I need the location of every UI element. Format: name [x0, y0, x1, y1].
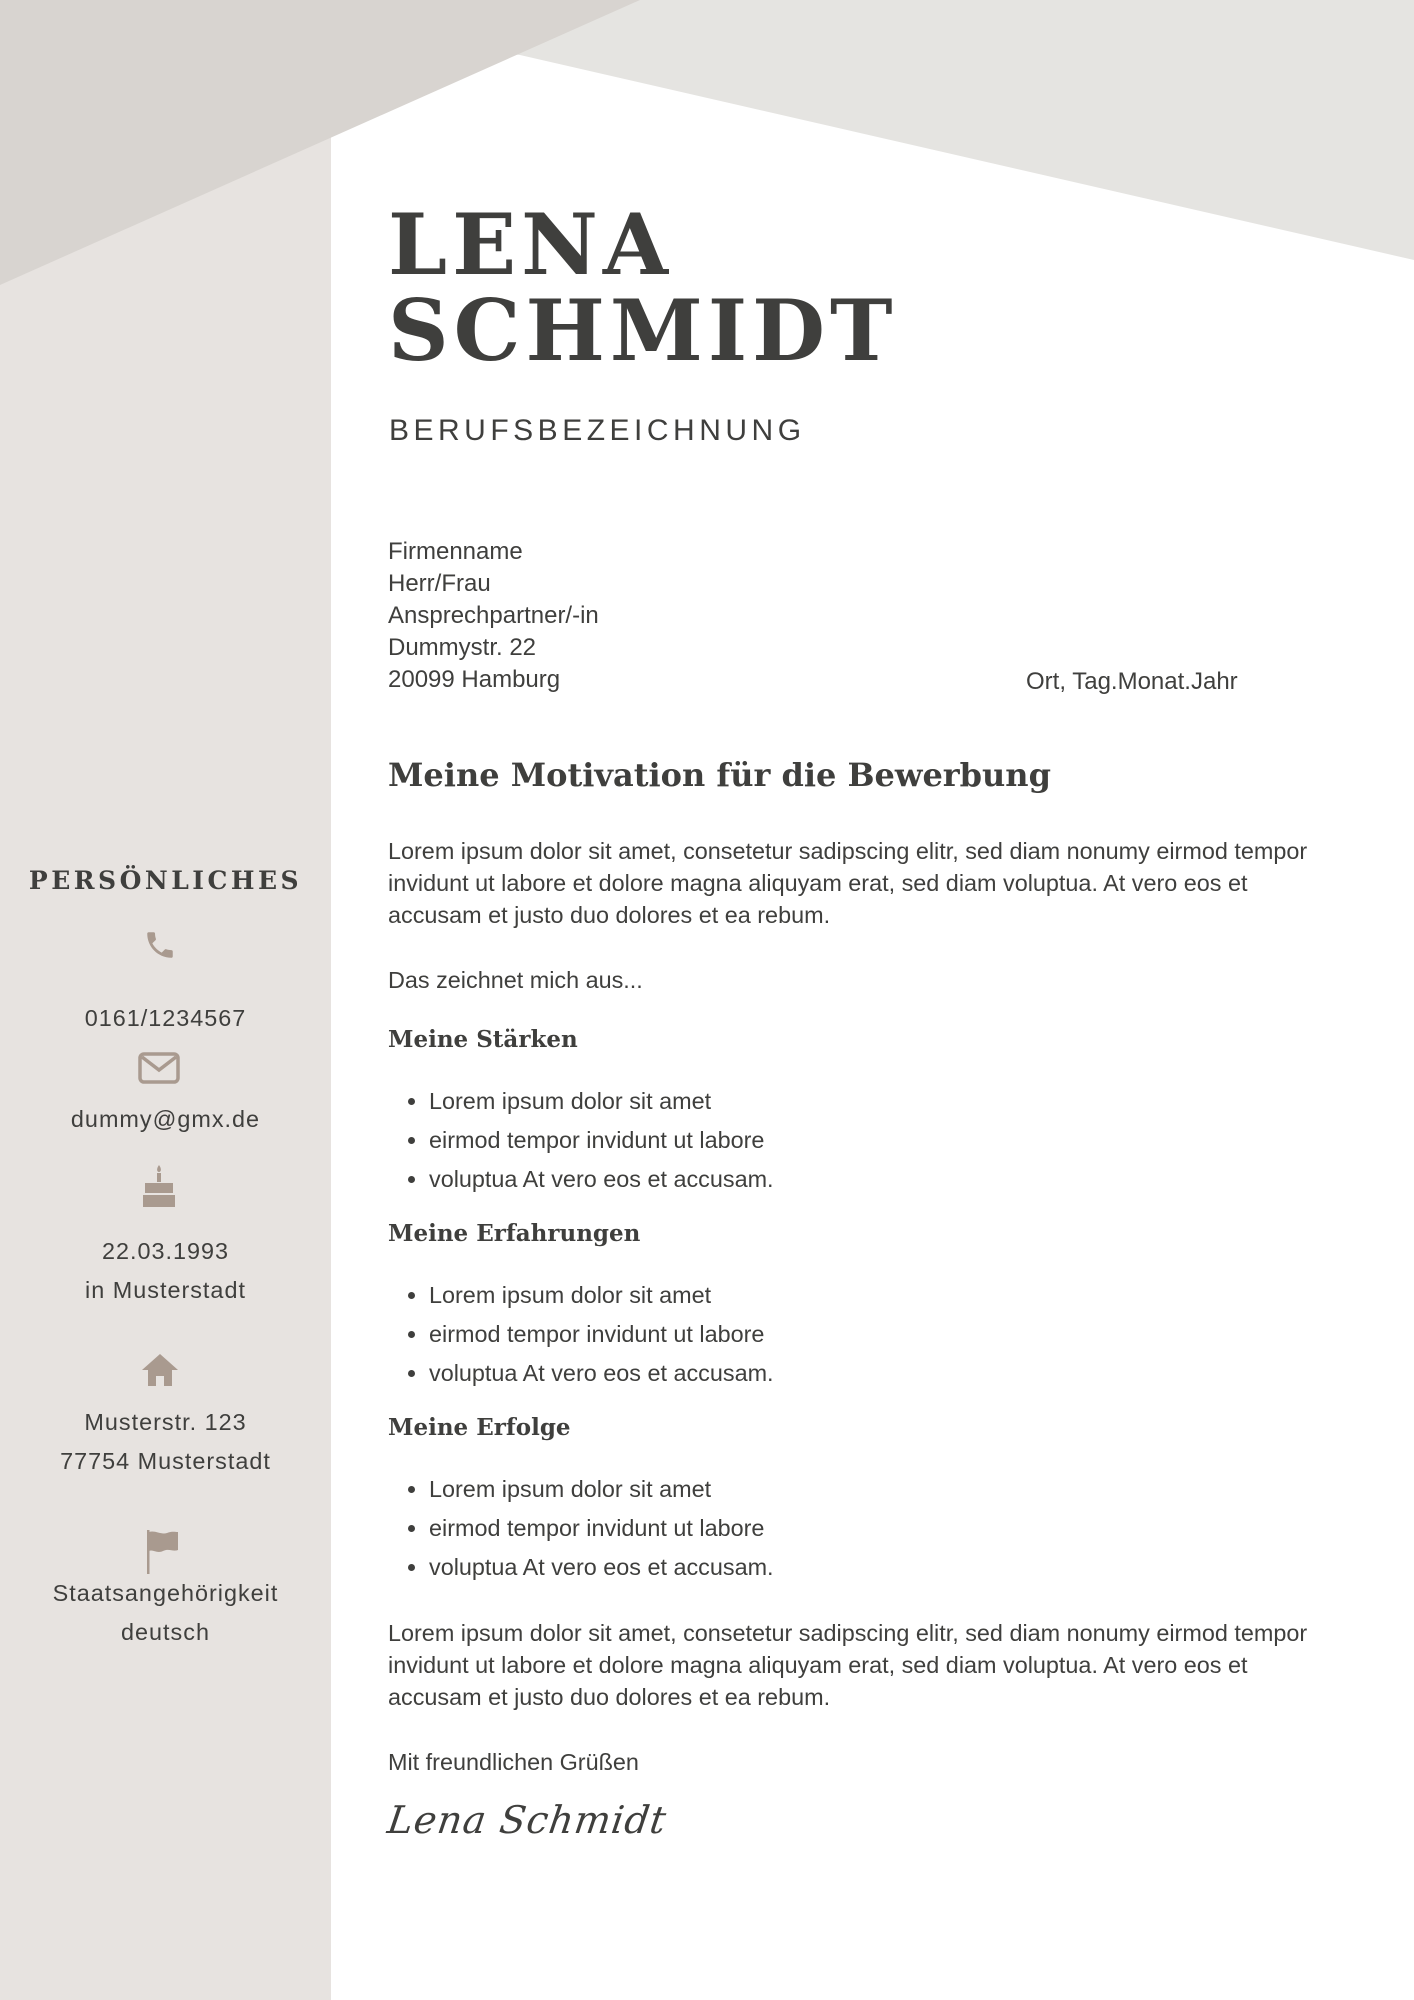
- letter-heading: Meine Motivation für die Bewerbung: [388, 756, 1051, 794]
- list-item: • Lorem ipsum dolor sit amet: [429, 1470, 774, 1509]
- phone-number: 0161/1234567: [84, 1005, 247, 1031]
- address-street: Musterstr. 123: [84, 1409, 247, 1435]
- list-item: • eirmod tempor invidunt ut labore: [429, 1121, 774, 1160]
- section-title-successes: Meine Erfolge: [388, 1414, 571, 1441]
- name-block: [388, 195, 898, 380]
- birth-date: 22.03.1993: [101, 1238, 230, 1264]
- recipient-city: 20099 Hamburg: [388, 666, 561, 693]
- recipient-company: Firmenname: [388, 538, 523, 565]
- recipient-contact: Ansprechpartner/-in: [388, 602, 599, 629]
- cake-icon: [140, 1163, 178, 1209]
- place-date: Ort, Tag.Monat.Jahr: [1026, 668, 1238, 695]
- greeting: Mit freundlichen Grüßen: [388, 1749, 639, 1775]
- list-item: • Lorem ipsum dolor sit amet: [429, 1276, 774, 1315]
- sidebar-title: PERSÖNLICHES: [28, 866, 303, 895]
- recipient-street: Dummystr. 22: [388, 634, 537, 661]
- list-item: • eirmod tempor invidunt ut labore: [429, 1509, 774, 1548]
- email-address: dummy@gmx.de: [70, 1106, 261, 1132]
- job-title: BERUFSBEZEICHNUNG: [389, 414, 806, 447]
- signature: Lena Schmidt: [384, 1798, 670, 1842]
- section-title-experience: Meine Erfahrungen: [388, 1220, 641, 1247]
- mail-icon: [138, 1052, 180, 1084]
- successes-list: [388, 1470, 774, 1587]
- section-title-strengths: Meine Stärken: [388, 1026, 578, 1053]
- nationality-label: Staatsangehörigkeit: [52, 1580, 279, 1606]
- lead-text: Das zeichnet mich aus...: [388, 967, 643, 993]
- experience-list: [388, 1276, 774, 1393]
- list-item: • eirmod tempor invidunt ut labore: [429, 1315, 774, 1354]
- flag-icon: [145, 1528, 181, 1576]
- strengths-list: [388, 1082, 774, 1199]
- home-icon: [141, 1352, 179, 1388]
- last-name: SCHMIDT: [388, 281, 898, 380]
- nationality-value: deutsch: [121, 1619, 210, 1645]
- birth-place: in Musterstadt: [85, 1277, 246, 1303]
- list-item: • Lorem ipsum dolor sit amet: [429, 1082, 774, 1121]
- first-name: LENA: [388, 195, 674, 294]
- address-city: 77754 Musterstadt: [60, 1448, 271, 1474]
- list-item: • voluptua At vero eos et accusam.: [429, 1354, 774, 1393]
- list-item: • voluptua At vero eos et accusam.: [429, 1160, 774, 1199]
- phone-icon: [143, 928, 177, 962]
- intro-paragraph: Lorem ipsum dolor sit amet, consetetur sadipscing elitr, sed diam nonumy eirmod tempor invidunt ut labore et dolore magna aliquyam erat, sed diam voluptua. At vero eos et accusam et justo duo dolores et ea rebum.: [388, 838, 1308, 928]
- recipient-address: [388, 536, 599, 696]
- closing-paragraph: Lorem ipsum dolor sit amet, consetetur sadipscing elitr, sed diam nonumy eirmod tempor invidunt ut labore et dolore magna aliquyam erat, sed diam voluptua. At vero eos et accusam et justo duo dolores et ea rebum.: [388, 1620, 1308, 1710]
- list-item: • voluptua At vero eos et accusam.: [429, 1548, 774, 1587]
- recipient-salutation: Herr/Frau: [388, 570, 491, 597]
